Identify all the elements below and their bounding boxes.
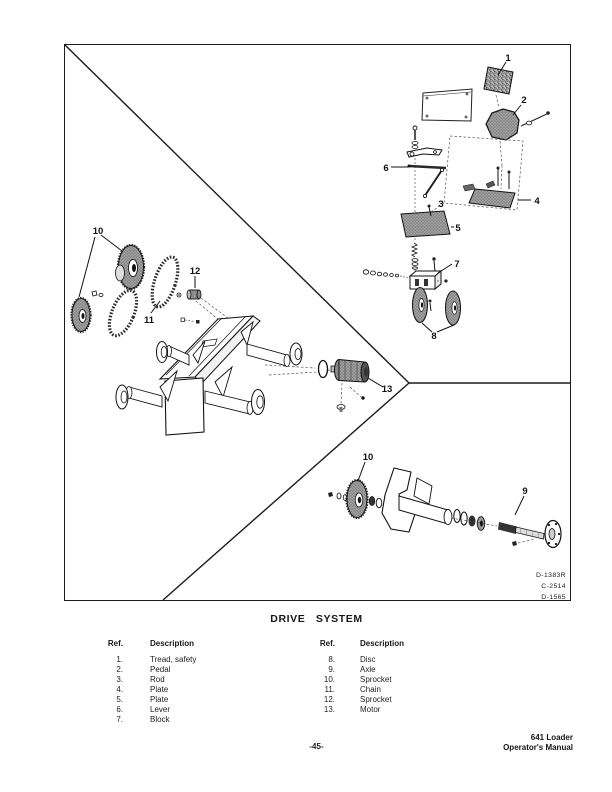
washer-chain (363, 270, 409, 278)
desc-cell: Sprocket (360, 675, 392, 684)
table-row (307, 695, 404, 705)
ref-cell: 8. (328, 655, 335, 664)
ref-cell: 13. (323, 705, 335, 714)
table-row (95, 695, 196, 705)
document-footer (503, 733, 573, 753)
exploded-view-drawing (65, 45, 570, 600)
parts-table-left (95, 639, 196, 725)
page-title: DRIVE SYSTEM (270, 613, 363, 625)
lever-part (407, 148, 446, 168)
callout-3: 3 (438, 199, 444, 210)
callout-5: 5 (455, 223, 461, 234)
ref-cell: 6. (116, 705, 123, 714)
footer-model: 641 Loader (530, 733, 573, 742)
desc-cell: Lever (150, 705, 171, 714)
motor-part (331, 360, 369, 413)
desc-cell: Axle (360, 665, 376, 674)
table-row (307, 675, 404, 685)
ref-cell: 10. (323, 675, 335, 684)
callout-leader-lines (79, 62, 531, 515)
pedal-base-plate (422, 89, 472, 121)
ref-cell: 5. (116, 695, 123, 704)
table-row (307, 705, 404, 715)
desc-cell: Motor (360, 705, 381, 714)
callout-8: 8 (431, 331, 437, 342)
description-header: Description (360, 639, 405, 648)
plate4-part (463, 167, 515, 209)
figure-code-1: D-1383R (535, 572, 566, 579)
callout-12: 12 (189, 266, 201, 277)
table-header (307, 639, 404, 649)
desc-cell: Plate (150, 695, 169, 704)
ref-cell: 2. (116, 665, 123, 674)
bearing-bracket-part (382, 468, 497, 532)
block-part (410, 271, 448, 289)
figure-codes (536, 572, 566, 600)
table-row (95, 655, 196, 665)
ref-cell: 3. (116, 675, 123, 684)
callout-7: 7 (454, 259, 460, 270)
axle-part (498, 521, 561, 548)
desc-cell: Disc (360, 655, 376, 664)
table-row (95, 665, 196, 675)
desc-cell: Chain (360, 685, 381, 694)
callout-10-top: 10 (92, 226, 104, 237)
table-header (95, 639, 196, 649)
sprocket-bottom-part (328, 480, 382, 519)
pedal-bolt (521, 111, 550, 126)
ref-cell: 9. (328, 665, 335, 674)
drive-system-diagram (64, 44, 571, 601)
callout-9: 9 (522, 486, 528, 497)
desc-cell: Block (150, 715, 170, 724)
desc-cell: Rod (150, 675, 165, 684)
table-row (307, 685, 404, 695)
ref-cell: 1. (116, 655, 123, 664)
ref-cell: 4. (116, 685, 123, 694)
callout-1: 1 (505, 53, 511, 64)
ref-header: Ref. (107, 639, 123, 648)
disc-parts (413, 288, 461, 326)
page-number: -45- (309, 742, 324, 751)
table-row (95, 705, 196, 715)
table-row (95, 715, 196, 725)
parts-table-right (307, 639, 404, 715)
desc-cell: Sprocket (360, 695, 392, 704)
ref-cell: 12. (323, 695, 335, 704)
desc-cell: Pedal (150, 665, 171, 674)
table-row (95, 685, 196, 695)
table-row (95, 675, 196, 685)
table-row (307, 665, 404, 675)
sprocket-top-parts (71, 245, 145, 333)
callout-4: 4 (534, 196, 540, 207)
desc-cell: Plate (150, 685, 169, 694)
callout-6: 6 (383, 163, 389, 174)
table-row (307, 655, 404, 665)
desc-cell: Tread, safety (150, 655, 197, 664)
footer-manual-name: Operator's Manual (503, 743, 573, 752)
callout-11: 11 (143, 315, 155, 326)
ref-cell: 7. (116, 715, 123, 724)
description-header: Description (150, 639, 195, 648)
rod-part (423, 168, 443, 197)
figure-code-2: C-2514 (541, 583, 566, 590)
callout-13: 13 (381, 384, 393, 395)
ref-cell: 11. (324, 685, 335, 694)
figure-code-3: D-1565 (541, 594, 566, 600)
ref-header: Ref. (319, 639, 335, 648)
axle-frame-part (116, 316, 333, 435)
callout-10-bottom: 10 (362, 452, 374, 463)
tread-part (484, 67, 513, 94)
callout-2: 2 (521, 95, 527, 106)
